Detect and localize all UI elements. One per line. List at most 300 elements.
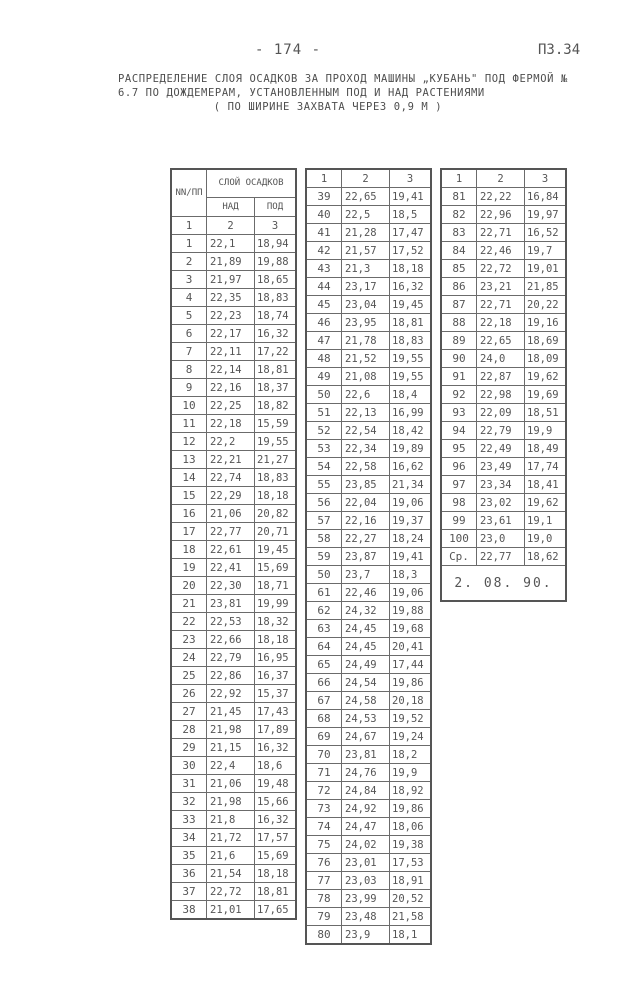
row-number: 44 <box>306 278 342 296</box>
value-above: 23,85 <box>342 476 390 494</box>
row-number: 18 <box>171 541 207 559</box>
table-row <box>171 469 296 487</box>
table-row <box>441 440 566 458</box>
table-row <box>171 865 296 883</box>
value-below: 20,52 <box>390 890 432 908</box>
table-row <box>306 566 431 584</box>
value-above: 23,01 <box>342 854 390 872</box>
header-col1: 1 <box>441 169 477 188</box>
value-below: 18,3 <box>390 566 432 584</box>
table-row <box>441 314 566 332</box>
value-above: 22,65 <box>477 332 525 350</box>
row-number: 33 <box>171 811 207 829</box>
value-below: 19,45 <box>390 296 432 314</box>
value-below: 18,82 <box>255 397 297 415</box>
row-number: 76 <box>306 854 342 872</box>
header-num: NN/ПП <box>171 169 207 217</box>
value-below: 19,38 <box>390 836 432 854</box>
header-col2: 2 <box>477 169 525 188</box>
value-above: 22,87 <box>477 368 525 386</box>
value-above: 22,5 <box>342 206 390 224</box>
header-col3: 3 <box>255 217 297 235</box>
value-above: 22,35 <box>207 289 255 307</box>
value-above: 24,45 <box>342 620 390 638</box>
data-table-2 <box>305 168 432 945</box>
value-below: 19,7 <box>525 242 567 260</box>
row-number: 92 <box>441 386 477 404</box>
value-below: 17,89 <box>255 721 297 739</box>
value-above: 22,96 <box>477 206 525 224</box>
value-above: 23,7 <box>342 566 390 584</box>
row-number: 88 <box>441 314 477 332</box>
row-number: 75 <box>306 836 342 854</box>
table-row <box>306 458 431 476</box>
value-above: 21,78 <box>342 332 390 350</box>
value-below: 15,69 <box>255 847 297 865</box>
row-number: 43 <box>306 260 342 278</box>
value-below: 17,44 <box>390 656 432 674</box>
row-number: 91 <box>441 368 477 386</box>
value-below: 21,34 <box>390 476 432 494</box>
value-below: 18,71 <box>255 577 297 595</box>
value-above: 23,81 <box>342 746 390 764</box>
value-below: 19,24 <box>390 728 432 746</box>
table-row <box>306 494 431 512</box>
table-row <box>306 674 431 692</box>
table-row <box>441 386 566 404</box>
table-row <box>441 332 566 350</box>
table-row <box>306 872 431 890</box>
value-below: 19,86 <box>390 800 432 818</box>
value-below: 18,74 <box>255 307 297 325</box>
value-below: 19,41 <box>390 548 432 566</box>
value-above: 23,49 <box>477 458 525 476</box>
table-row <box>306 476 431 494</box>
table-row <box>306 926 431 945</box>
value-above: 21,98 <box>207 721 255 739</box>
value-above: 23,9 <box>342 926 390 945</box>
value-above: 23,99 <box>342 890 390 908</box>
value-below: 18,24 <box>390 530 432 548</box>
value-above: 21,8 <box>207 811 255 829</box>
row-number: 10 <box>171 397 207 415</box>
table-row <box>171 361 296 379</box>
row-number: 21 <box>171 595 207 613</box>
table-row <box>171 847 296 865</box>
value-below: 18,5 <box>390 206 432 224</box>
table-row <box>171 559 296 577</box>
value-above: 24,58 <box>342 692 390 710</box>
row-number: 12 <box>171 433 207 451</box>
value-above: 22,27 <box>342 530 390 548</box>
row-number: 6 <box>171 325 207 343</box>
value-above: 22,66 <box>207 631 255 649</box>
row-number: 66 <box>306 674 342 692</box>
table-row <box>171 667 296 685</box>
value-below: 16,32 <box>390 278 432 296</box>
value-above: 23,03 <box>342 872 390 890</box>
table-row <box>171 523 296 541</box>
table-row <box>441 350 566 368</box>
value-below: 18,6 <box>255 757 297 775</box>
row-number: 72 <box>306 782 342 800</box>
value-above: 22,16 <box>207 379 255 397</box>
table-row <box>441 260 566 278</box>
table-row <box>306 638 431 656</box>
data-table-1 <box>170 168 297 920</box>
row-number: 84 <box>441 242 477 260</box>
table-row <box>306 530 431 548</box>
row-number: 95 <box>441 440 477 458</box>
value-above: 24,67 <box>342 728 390 746</box>
row-number: 8 <box>171 361 207 379</box>
value-above: 21,52 <box>342 350 390 368</box>
value-below: 18,94 <box>255 235 297 253</box>
row-number: 48 <box>306 350 342 368</box>
value-below: 19,88 <box>390 602 432 620</box>
table-row <box>171 793 296 811</box>
row-number: 63 <box>306 620 342 638</box>
value-below: 20,41 <box>390 638 432 656</box>
table-row <box>171 451 296 469</box>
value-below: 19,69 <box>525 386 567 404</box>
table-row <box>171 289 296 307</box>
value-above: 21,6 <box>207 847 255 865</box>
value-above: 23,21 <box>477 278 525 296</box>
value-below: 17,57 <box>255 829 297 847</box>
value-below: 20,71 <box>255 523 297 541</box>
table-row <box>306 242 431 260</box>
row-number: 46 <box>306 314 342 332</box>
value-above: 22,54 <box>342 422 390 440</box>
value-above: 24,92 <box>342 800 390 818</box>
table-row <box>306 782 431 800</box>
value-below: 18,49 <box>525 440 567 458</box>
row-number: 55 <box>306 476 342 494</box>
value-below: 18,91 <box>390 872 432 890</box>
value-below: 18,69 <box>525 332 567 350</box>
row-number: 74 <box>306 818 342 836</box>
value-below: 19,1 <box>525 512 567 530</box>
table-row <box>441 404 566 422</box>
value-below: 20,18 <box>390 692 432 710</box>
table-row <box>306 710 431 728</box>
table-row <box>171 235 296 253</box>
table-row <box>306 890 431 908</box>
value-above: 23,02 <box>477 494 525 512</box>
value-above: 22,17 <box>207 325 255 343</box>
title-line-2: ( ПО ШИРИНЕ ЗАХВАТА ЧЕРЕЗ 0,9 М ) <box>213 101 443 113</box>
row-number: 62 <box>306 602 342 620</box>
table-row <box>306 800 431 818</box>
value-below: 19,0 <box>525 530 567 548</box>
row-number: 59 <box>306 548 342 566</box>
value-below: 16,52 <box>525 224 567 242</box>
row-number: 20 <box>171 577 207 595</box>
value-above: 24,54 <box>342 674 390 692</box>
value-above: 21,28 <box>342 224 390 242</box>
row-number: 31 <box>171 775 207 793</box>
row-number: 36 <box>171 865 207 883</box>
value-below: 19,55 <box>390 350 432 368</box>
value-above: 22,74 <box>207 469 255 487</box>
value-below: 21,85 <box>525 278 567 296</box>
value-below: 19,01 <box>525 260 567 278</box>
document-title <box>118 72 578 114</box>
table-row <box>171 685 296 703</box>
header-col2: 2 <box>207 217 255 235</box>
value-below: 19,68 <box>390 620 432 638</box>
row-number: 82 <box>441 206 477 224</box>
value-above: 22,09 <box>477 404 525 422</box>
table-row <box>306 278 431 296</box>
value-below: 19,06 <box>390 494 432 512</box>
row-number: 3 <box>171 271 207 289</box>
value-below: 19,9 <box>525 422 567 440</box>
value-above: 23,48 <box>342 908 390 926</box>
row-number: 100 <box>441 530 477 548</box>
header-group: СЛОЙ ОСАДКОВ <box>207 169 297 198</box>
table-row <box>306 548 431 566</box>
value-above: 21,45 <box>207 703 255 721</box>
value-below: 19,16 <box>525 314 567 332</box>
value-above: 22,21 <box>207 451 255 469</box>
row-number: 17 <box>171 523 207 541</box>
table-row <box>441 530 566 548</box>
value-above: 23,0 <box>477 530 525 548</box>
row-number: 96 <box>441 458 477 476</box>
value-below: 15,66 <box>255 793 297 811</box>
table-row <box>306 440 431 458</box>
value-below: 15,59 <box>255 415 297 433</box>
row-number: 24 <box>171 649 207 667</box>
value-below: 19,48 <box>255 775 297 793</box>
value-below: 19,99 <box>255 595 297 613</box>
value-above: 22,23 <box>207 307 255 325</box>
row-number: 85 <box>441 260 477 278</box>
value-below: 18,62 <box>525 548 567 566</box>
table-row <box>306 854 431 872</box>
value-above: 23,87 <box>342 548 390 566</box>
value-above: 22,4 <box>207 757 255 775</box>
row-number: 4 <box>171 289 207 307</box>
value-below: 15,69 <box>255 559 297 577</box>
row-number: 19 <box>171 559 207 577</box>
row-number: 15 <box>171 487 207 505</box>
row-number: 69 <box>306 728 342 746</box>
row-number: 87 <box>441 296 477 314</box>
row-number: 93 <box>441 404 477 422</box>
row-number: 49 <box>306 368 342 386</box>
header-col2: 2 <box>342 169 390 188</box>
row-number: 32 <box>171 793 207 811</box>
row-number: 94 <box>441 422 477 440</box>
row-number: 70 <box>306 746 342 764</box>
value-below: 19,86 <box>390 674 432 692</box>
table-row <box>306 332 431 350</box>
value-above: 22,41 <box>207 559 255 577</box>
row-number: 23 <box>171 631 207 649</box>
value-below: 15,37 <box>255 685 297 703</box>
value-below: 18,18 <box>255 865 297 883</box>
value-below: 16,84 <box>525 188 567 206</box>
row-number: 81 <box>441 188 477 206</box>
value-above: 22,46 <box>477 242 525 260</box>
row-number: 54 <box>306 458 342 476</box>
value-above: 22,29 <box>207 487 255 505</box>
row-number: 39 <box>306 188 342 206</box>
table-row <box>171 775 296 793</box>
value-below: 16,62 <box>390 458 432 476</box>
table-row <box>171 505 296 523</box>
table-row <box>171 631 296 649</box>
table-row <box>441 224 566 242</box>
value-below: 19,06 <box>390 584 432 602</box>
value-above: 22,14 <box>207 361 255 379</box>
value-below: 18,83 <box>255 289 297 307</box>
row-number: 98 <box>441 494 477 512</box>
value-below: 19,97 <box>525 206 567 224</box>
header-above: НАД <box>207 198 255 217</box>
row-number: 5 <box>171 307 207 325</box>
value-below: 16,95 <box>255 649 297 667</box>
row-number: 99 <box>441 512 477 530</box>
value-below: 17,47 <box>390 224 432 242</box>
row-number: Ср. <box>441 548 477 566</box>
row-number: 38 <box>171 901 207 920</box>
value-below: 17,53 <box>390 854 432 872</box>
value-above: 22,53 <box>207 613 255 631</box>
value-above: 22,58 <box>342 458 390 476</box>
row-number: 11 <box>171 415 207 433</box>
value-above: 24,02 <box>342 836 390 854</box>
row-number: 65 <box>306 656 342 674</box>
row-number: 83 <box>441 224 477 242</box>
value-above: 24,49 <box>342 656 390 674</box>
row-number: 35 <box>171 847 207 865</box>
page-code: П3.34 <box>538 42 581 58</box>
value-below: 18,81 <box>390 314 432 332</box>
value-above: 22,6 <box>342 386 390 404</box>
table-row <box>171 379 296 397</box>
table-row <box>306 224 431 242</box>
value-below: 17,65 <box>255 901 297 920</box>
value-above: 22,77 <box>207 523 255 541</box>
row-number: 41 <box>306 224 342 242</box>
table-row <box>306 818 431 836</box>
value-above: 21,06 <box>207 505 255 523</box>
value-below: 18,41 <box>525 476 567 494</box>
row-number: 37 <box>171 883 207 901</box>
table-row <box>171 487 296 505</box>
row-number: 67 <box>306 692 342 710</box>
table-row <box>441 512 566 530</box>
row-number: 13 <box>171 451 207 469</box>
row-number: 7 <box>171 343 207 361</box>
row-number: 68 <box>306 710 342 728</box>
value-below: 18,81 <box>255 883 297 901</box>
row-number: 97 <box>441 476 477 494</box>
table-row <box>171 649 296 667</box>
row-number: 78 <box>306 890 342 908</box>
table-row <box>441 188 566 206</box>
row-number: 56 <box>306 494 342 512</box>
value-above: 22,18 <box>207 415 255 433</box>
table-row <box>171 541 296 559</box>
value-above: 21,08 <box>342 368 390 386</box>
value-below: 18,18 <box>255 487 297 505</box>
row-number: 89 <box>441 332 477 350</box>
value-above: 22,98 <box>477 386 525 404</box>
table-row <box>306 620 431 638</box>
value-below: 17,22 <box>255 343 297 361</box>
row-number: 50 <box>306 386 342 404</box>
value-above: 24,0 <box>477 350 525 368</box>
value-below: 17,74 <box>525 458 567 476</box>
value-above: 22,13 <box>342 404 390 422</box>
table-row <box>171 901 296 920</box>
value-above: 24,53 <box>342 710 390 728</box>
value-above: 22,16 <box>342 512 390 530</box>
value-above: 22,22 <box>477 188 525 206</box>
value-above: 24,76 <box>342 764 390 782</box>
row-number: 16 <box>171 505 207 523</box>
table-row <box>171 307 296 325</box>
value-below: 18,32 <box>255 613 297 631</box>
table-row <box>441 548 566 566</box>
table-row <box>171 415 296 433</box>
table-row <box>306 836 431 854</box>
value-below: 19,41 <box>390 188 432 206</box>
value-below: 19,89 <box>390 440 432 458</box>
row-number: 50 <box>306 566 342 584</box>
row-number: 40 <box>306 206 342 224</box>
value-below: 18,18 <box>390 260 432 278</box>
table-row <box>171 811 296 829</box>
row-number: 80 <box>306 926 342 945</box>
value-above: 24,47 <box>342 818 390 836</box>
header-col1: 1 <box>171 217 207 235</box>
value-above: 21,89 <box>207 253 255 271</box>
table-row <box>306 656 431 674</box>
table-row <box>171 883 296 901</box>
table-row <box>306 296 431 314</box>
value-above: 22,49 <box>477 440 525 458</box>
value-above: 22,1 <box>207 235 255 253</box>
value-below: 17,43 <box>255 703 297 721</box>
value-above: 22,72 <box>207 883 255 901</box>
table-row <box>441 206 566 224</box>
value-below: 18,65 <box>255 271 297 289</box>
row-number: 52 <box>306 422 342 440</box>
value-above: 22,11 <box>207 343 255 361</box>
value-above: 22,79 <box>207 649 255 667</box>
table-row <box>441 422 566 440</box>
table-row <box>306 584 431 602</box>
row-number: 61 <box>306 584 342 602</box>
value-below: 20,82 <box>255 505 297 523</box>
value-below: 16,32 <box>255 325 297 343</box>
header-col3: 3 <box>390 169 432 188</box>
table-row <box>306 764 431 782</box>
value-above: 21,97 <box>207 271 255 289</box>
value-below: 19,52 <box>390 710 432 728</box>
table-row <box>306 908 431 926</box>
table-row <box>171 577 296 595</box>
value-below: 16,37 <box>255 667 297 685</box>
value-below: 16,32 <box>255 739 297 757</box>
value-above: 21,98 <box>207 793 255 811</box>
